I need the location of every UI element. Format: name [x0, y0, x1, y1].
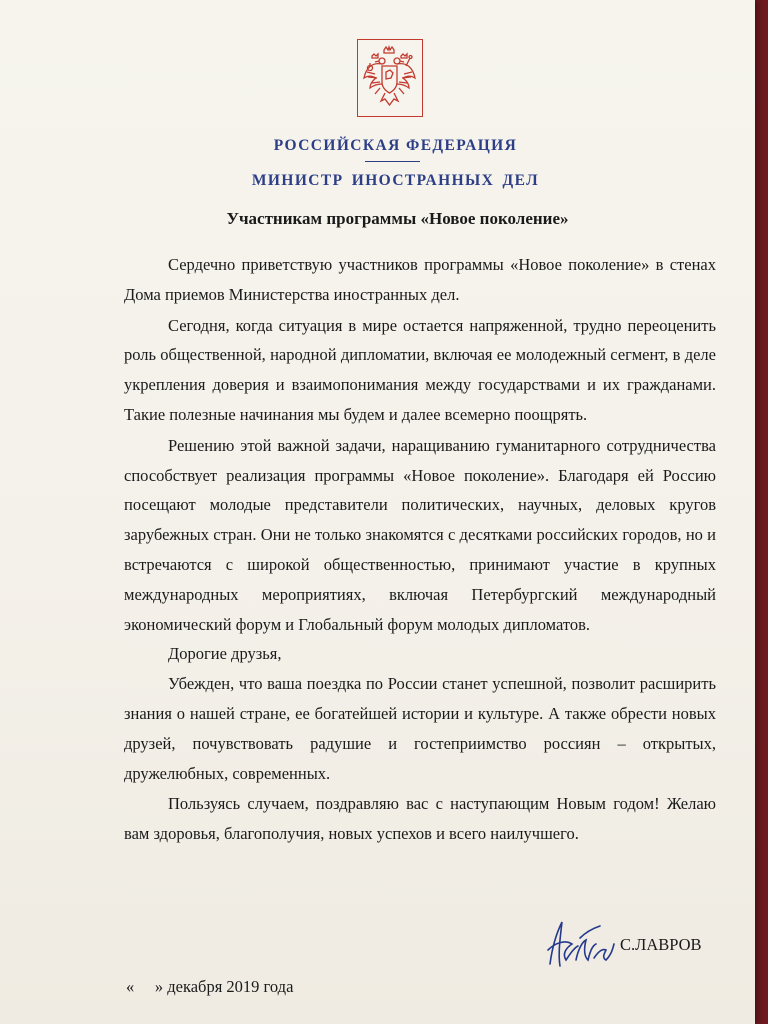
paragraph-wishes: Убежден, что ваша поездка по России станет успешной, позволит расширить знания о нашей стране, ее богатейшей истории и культуре. А также обрести новых друзей, почувствовать радушие и гостеприимство россиян – открытых, дружелюбных, современных. [124, 674, 716, 783]
letter-body [124, 250, 716, 849]
paragraph-diplomacy: Сегодня, когда ситуация в мире остается напряженной, трудно переоценить роль общественной, народной дипломатии, включая ее молодежный сегмент, в деле укрепления доверия и взаимопонимания между государствами и их гражданами. Такие полезные начинания мы будем и далее всемерно поощрять. [124, 315, 716, 424]
signer-name: С.ЛАВРОВ [620, 935, 702, 954]
header-divider [365, 161, 420, 162]
letter-title: Участникам программы «Новое поколение» [226, 209, 569, 228]
country-heading: РОССИЙСКАЯ ФЕДЕРАЦИЯ [273, 137, 518, 154]
handwritten-signature [542, 914, 617, 972]
letter-date: « » декабря 2019 года [126, 977, 294, 996]
coat-of-arms-icon [362, 44, 417, 111]
paragraph-program: Решению этой важной задачи, наращиванию гуманитарного сотрудничества способствует реализация программы «Новое поколение». Благодаря ей Россию посещают молодые представители политических, научных, деловых кругов зарубежных стран. Они не только знакомятся с десятками российских городов, но и встречаются с широкой общественностью, принимают участие в крупных международных мероприятиях, включая Петербургский международный экономический форум и Глобальный форум молодых дипломатов. [124, 435, 716, 634]
paragraph-new-year: Пользуясь случаем, поздравляю вас с наступающим Новым годом! Желаю вам здоровья, благополучия, новых успехов и всего наилучшего. [124, 794, 716, 844]
position-heading: МИНИСТР ИНОСТРАННЫХ ДЕЛ [251, 172, 540, 189]
paragraph-greeting: Сердечно приветствую участников программы «Новое поколение» в стенах Дома приемов Министерства иностранных дел. [124, 255, 716, 304]
coat-of-arms-emblem [357, 39, 423, 117]
paragraph-salutation: Дорогие друзья, [168, 644, 282, 664]
